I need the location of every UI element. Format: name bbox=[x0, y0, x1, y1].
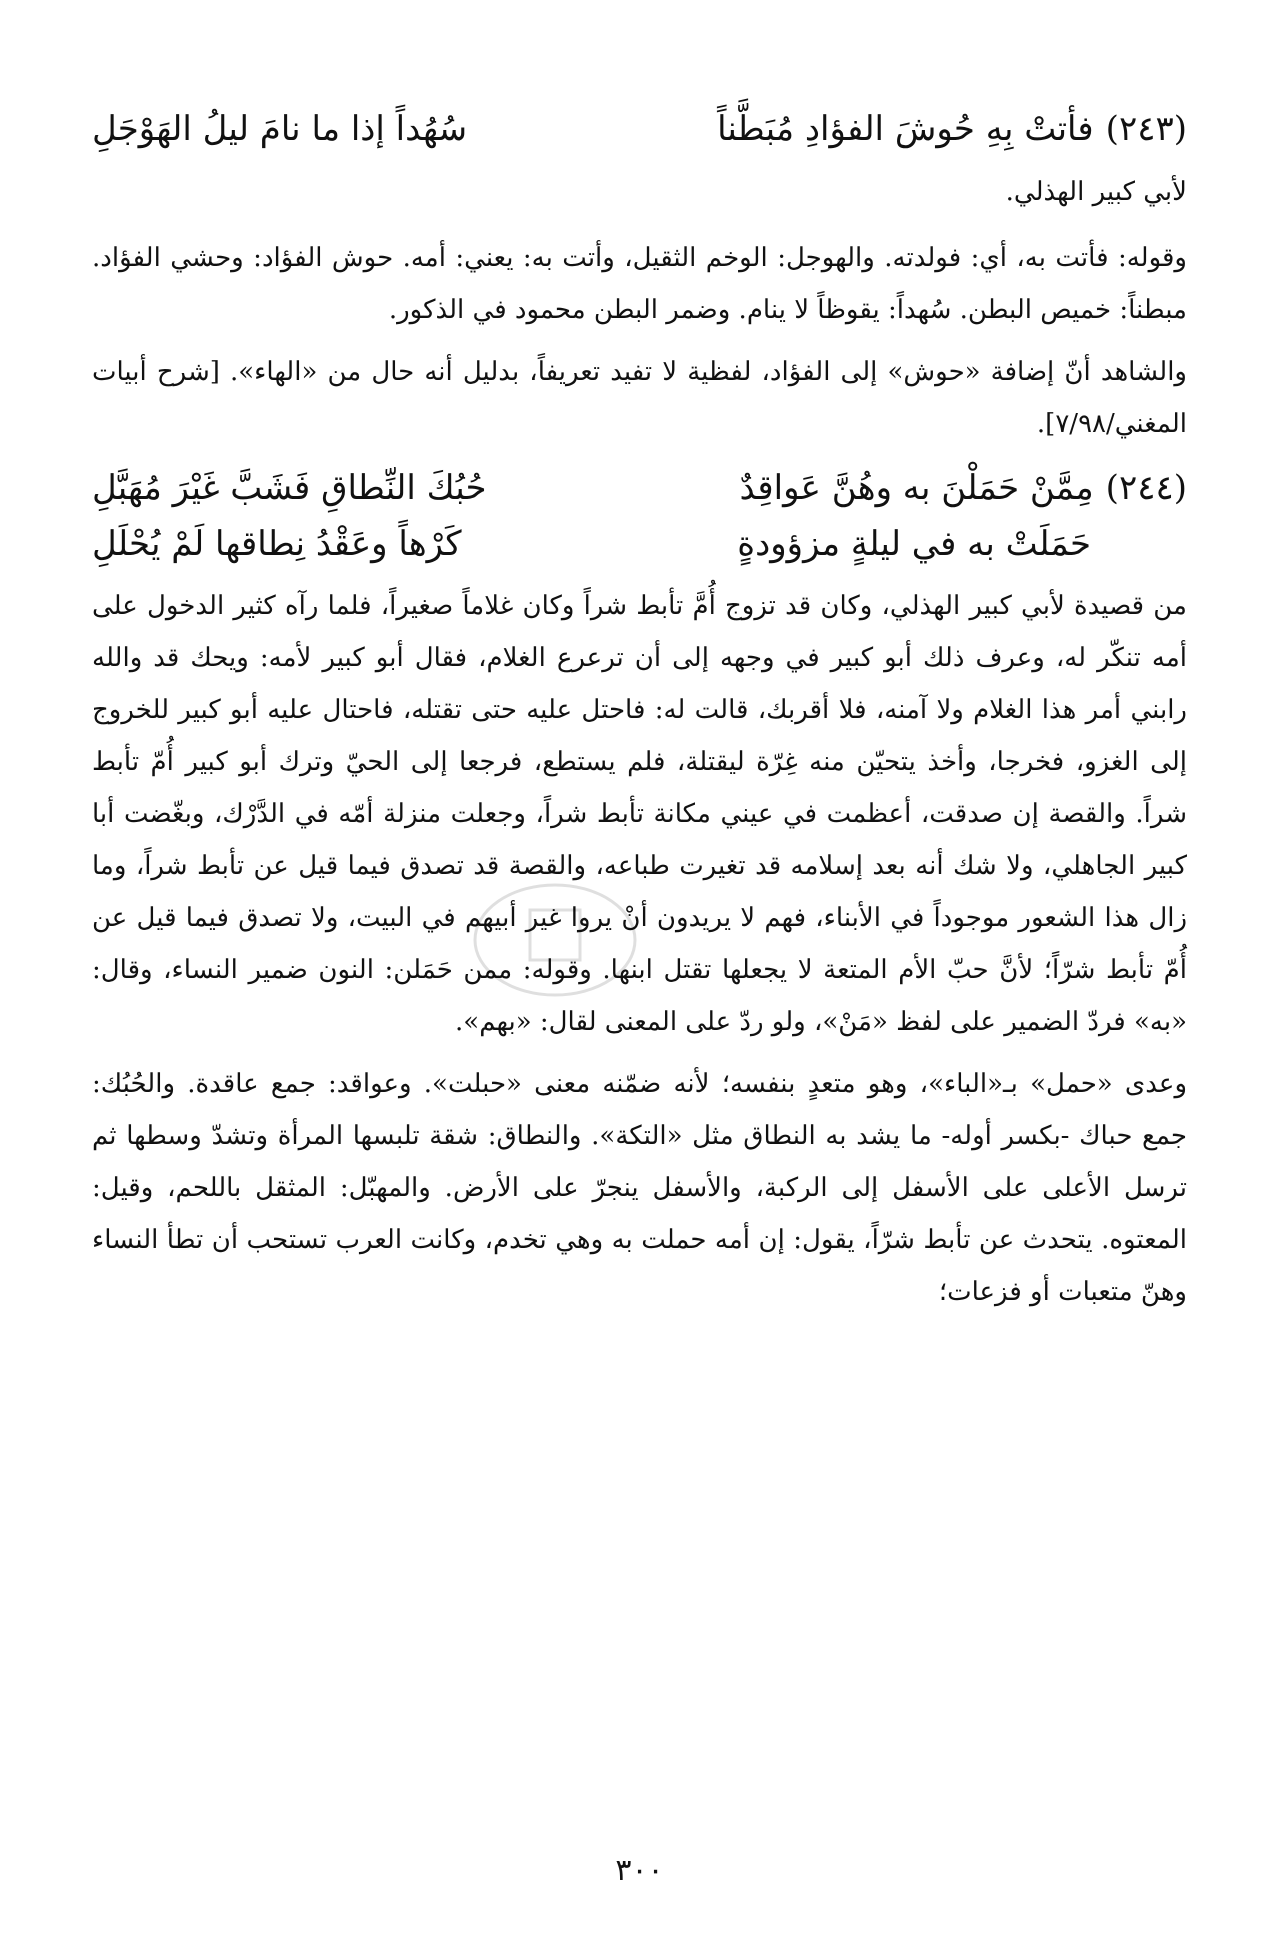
page-content bbox=[92, 100, 1187, 1318]
verse-hemistich-first: فأتتْ بِهِ حُوشَ الفؤادِ مُبَطَّناً bbox=[717, 109, 1094, 149]
commentary-paragraph-4: وعدى «حمل» بـ«الباء»، وهو متعدٍ بنفسه؛ لأنه ضمّنه معنى «حبلت». وعواقد: جمع عاقدة. والحُبُك: جمع حباك -بكسر أوله- ما يشد به النطاق مثل «التكة». والنطاق: شقة تلبسها المرأة وتشدّ وسطها ثم ترسل الأعلى على الأسفل إلى الركبة، والأسفل ينجرّ على الأرض. والمهبّل: المثقل باللحم، وقيل: المعتوه. يتحدث عن تأبط شرّاً، يقول: إن أمه حملت به وهي تخدم، وكانت العرب تستحب أن تطأ النساء وهنّ متعبات أو فزعات؛ bbox=[92, 1069, 1187, 1307]
verse-244 bbox=[92, 460, 1187, 572]
commentary-paragraph-3: من قصيدة لأبي كبير الهذلي، وكان قد تزوج أُمَّ تأبط شراً وكان غلاماً صغيراً، فلما رآه كثير الدخول على أمه تنكّر له، وعرف ذلك أبو كبير في وجهه إلى أن ترعرع الغلام، فقال أبو كبير لأمه: ويحك قد والله رابني أمر هذا الغلام ولا آمنه، فلا أقربك، قالت له: فاحتل عليه حتى تقتله، فاحتال عليه أبو كبير للخروج إلى الغزو، فخرجا، وأخذ يتحيّن منه غِرّة ليقتلة، فلم يستطع، فرجعا إلى الحيّ وترك أبو كبير أُمّ تأبط شراً. والقصة إن صدقت، أعظمت في عيني مكانة تأبط شراً، وجعلت منزلة أمّه في الدَّرْك، وبغّضت أبا كبير الجاهلي، ولا شك أنه بعد إسلامه قد تغيرت طباعه، والقصة قد تصدق فيما قيل عن تأبط شراً، وما زال هذا الشعور موجوداً في الأبناء، فهم لا يريدون أنْ يروا غير أبيهم في البيت، ولا تصدق فيما قيل عن أُمّ تأبط شرّاً؛ لأنَّ حبّ الأم المتعة لا يجعلها تقتل ابنها. وقوله: ممن حَمَلن: النون ضمير النساء، وقال: «به» فردّ الضمير على لفظ «مَنْ»، ولو ردّ على المعنى لقال: «بهم». bbox=[92, 591, 1187, 1037]
verse-243 bbox=[92, 100, 1187, 158]
commentary-paragraph-2: والشاهد أنّ إضافة «حوش» إلى الفؤاد، لفظية لا تفيد تعريفاً، بدليل أنه حال من «الهاء». [شرح أبيات المغني/٧/٩٨]. bbox=[92, 357, 1187, 439]
watermark-seal-icon bbox=[470, 880, 640, 1000]
verse-hemistich-second: كَرْهاً وعَقْدُ نِطاقها لَمْ يُحْلَلِ bbox=[92, 524, 462, 564]
verse-attribution: لأبي كبير الهذلي. bbox=[1005, 177, 1187, 207]
verse-hemistich-second: سُهُداً إذا ما نامَ ليلُ الهَوْجَلِ bbox=[91, 109, 468, 149]
verse-line bbox=[92, 516, 1187, 572]
page-number: ٣٠٠ bbox=[615, 1853, 664, 1888]
verse-number: (٢٤٤) bbox=[1105, 468, 1187, 508]
verse-line bbox=[92, 460, 1187, 516]
verse-hemistich-first: مِمَّنْ حَمَلْنَ به وهُنَّ عَواقِدٌ bbox=[739, 468, 1094, 508]
verse-hemistich-second: حُبُكَ النِّطاقِ فَشَبَّ غَيْرَ مُهَبَّلِ bbox=[91, 468, 487, 508]
verse-hemistich-first: حَمَلَتْ به في ليلةٍ مزؤودةٍ bbox=[737, 524, 1091, 564]
verse-number: (٢٤٣) bbox=[1105, 109, 1187, 149]
commentary-paragraph-1: وقوله: فأتت به، أي: فولدته. والهوجل: الوخم الثقيل، وأتت به: يعني: أمه. حوش الفؤاد: وحشي الفؤاد. مبطناً: خميص البطن. سُهداً: يقوظاً لا ينام. وضمر البطن محمود في الذكور. bbox=[92, 243, 1187, 325]
